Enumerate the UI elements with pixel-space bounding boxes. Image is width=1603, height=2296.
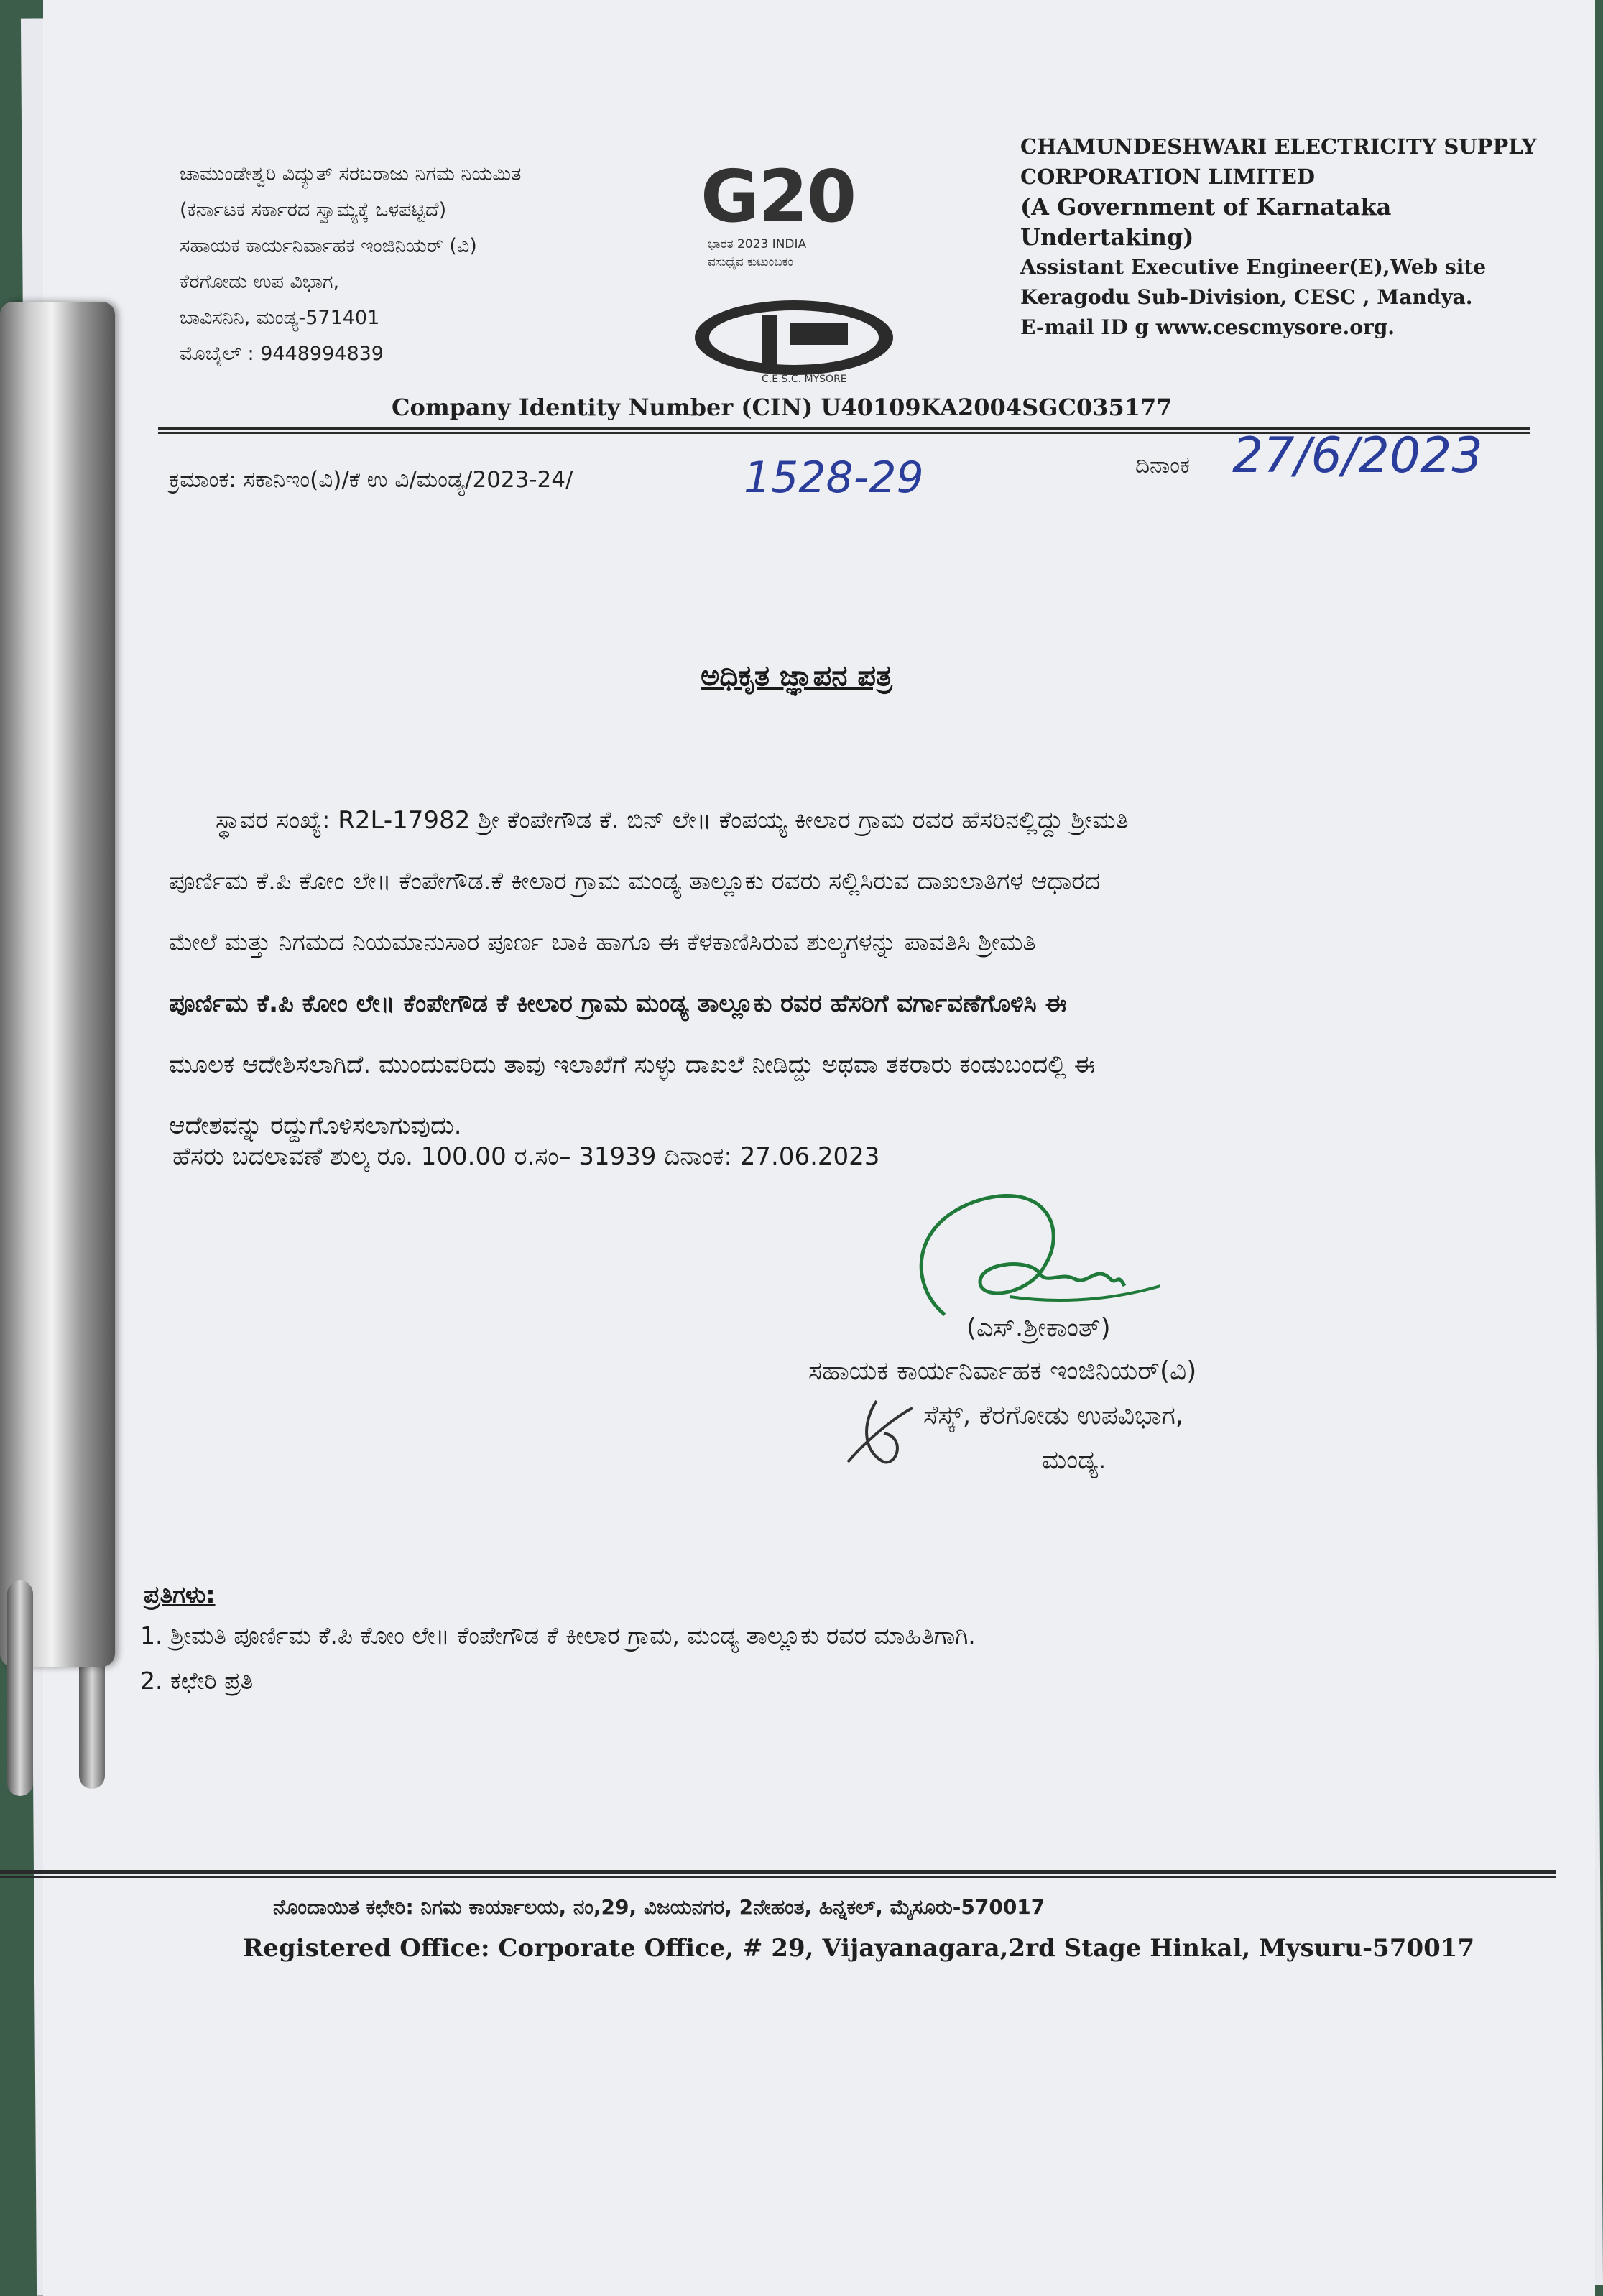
cesc-logo-text: C.E.S.C. MYSORE — [762, 374, 847, 385]
signatory-office: ಸೆಸ್ಕ್, ಕೆರಗೋಡು ಉಪವಿಭಾಗ, — [923, 1401, 1184, 1430]
header-kn-line: ಚಾಮುಂಡೇಶ್ವರಿ ವಿದ್ಯುತ್ ಸರಬರಾಜು ನಿಗಮ ನಿಯಮಿತ — [180, 163, 522, 185]
header-en-line: Keragodu Sub-Division, CESC , Mandya. — [1020, 285, 1473, 309]
binder-clip — [0, 302, 115, 1667]
header-kn-line: ಕೆರಗೋಡು ಉಪ ವಿಭಾಗ, — [180, 271, 340, 293]
signatory-designation: ಸಹಾಯಕ ಕಾರ್ಯನಿರ್ವಾಹಕ ಇಂಜಿನಿಯರ್(ವಿ) — [808, 1356, 1197, 1386]
cesc-logo — [693, 295, 902, 388]
document-title: ಅಧಿಕೃತ ಜ್ಞಾಪನ ಪತ್ರ — [701, 659, 892, 693]
g20-logo — [701, 154, 916, 291]
g20-logo-text: G20 — [701, 154, 856, 239]
reference-label: ಕ್ರಮಾಂಕ: ಸಕಾನಿಇಂ(ವಿ)/ಕೆ ಉ ವಿ/ಮಂಡ್ಯ/2023-24/ — [169, 467, 573, 493]
copies-heading: ಪ್ರತಿಗಳು: — [144, 1580, 216, 1608]
copy-item: 2. ಕಛೇರಿ ಪ್ರತಿ — [140, 1667, 254, 1695]
fee-line: ಹೆಸರು ಬದಲಾವಣೆ ಶುಲ್ಕ ರೂ. 100.00 ರ.ಸಂ– 31939 ದಿನಾಂಕ: 27.06.2023 — [172, 1142, 880, 1171]
copy-item: 1. ಶ್ರೀಮತಿ ಪೂರ್ಣಿಮ ಕೆ.ಪಿ ಕೋಂ ಲೇ॥ ಕೆಂಪೇಗೌಡ ಕೆ ಕೀಲಾರ ಗ್ರಾಮ, ಮಂಡ್ಯ ತಾಲ್ಲೂಕು ರವರ ಮಾಹಿತಿಗಾಗಿ. — [140, 1621, 976, 1649]
header-kannada — [180, 157, 521, 372]
body-line: ಪೂರ್ಣಿಮ ಕೆ.ಪಿ ಕೋಂ ಲೇ॥ ಕೆಂಪೇಗೌಡ.ಕೆ ಕೀಲಾರ ಗ್ರಾಮ ಮಂಡ್ಯ ತಾಲ್ಲೂಕು ರವರು ಸಲ್ಲಿಸಿರುವ ದಾಖಲಾತಿಗಳ ಆಧಾರದ — [169, 867, 1101, 896]
header-en-line: CORPORATION LIMITED — [1020, 165, 1315, 189]
body-line: ಮೂಲಕ ಆದೇಶಿಸಲಾಗಿದೆ. ಮುಂದುವರಿದು ತಾವು ಇಲಾಖೆಗೆ ಸುಳ್ಳು ದಾಖಲೆ ನೀಡಿದ್ದು ಅಥವಾ ತಕರಾರು ಕಂಡುಬಂದಲ್ಲಿ ಈ — [169, 1050, 1096, 1079]
footer-rule — [0, 1870, 1556, 1874]
signatory-name: (ಎಸ್.ಶ್ರೀಕಾಂತ್) — [966, 1313, 1111, 1343]
body-line: ಮೇಲೆ ಮತ್ತು ನಿಗಮದ ನಿಯಮಾನುಸಾರ ಪೂರ್ಣ ಬಾಕಿ ಹಾಗೂ ಈ ಕೆಳಕಾಣಿಸಿರುವ ಶುಲ್ಕಗಳನ್ನು ಪಾವತಿಸಿ ಶ್ರೀಮತಿ — [169, 928, 1036, 957]
reference-number: 1528-29 — [744, 453, 924, 503]
body-line: ಆದೇಶವನ್ನು ರದ್ದುಗೊಳಿಸಲಾಗುವುದು. — [169, 1111, 462, 1140]
date-value: 27/6/2023 — [1232, 427, 1483, 484]
signature-icon — [902, 1178, 1160, 1336]
footer-english: Registered Office: Corporate Office, # 29, Vijayanagara,2rd Stage Hinkal, Mysuru-570017 — [243, 1934, 1475, 1963]
header-kn-line: (ಕರ್ನಾಟಕ ಸರ್ಕಾರದ ಸ್ವಾಮ್ಯಕ್ಕೆ ಒಳಪಟ್ಟಿದೆ) — [180, 199, 447, 221]
footer-kannada: ನೊಂದಾಯಿತ ಕಛೇರಿ: ನಿಗಮ ಕಾರ್ಯಾಲಯ, ನಂ,29, ವಿಜಯನಗರ, 2ನೇಹಂತ, ಹಿನ್ನಕಲ್, ಮೈಸೂರು-570017 — [273, 1895, 1045, 1919]
body-line: ಸ್ಥಾವರ ಸಂಖ್ಯೆ: R2L-17982 ಶ್ರೀ ಕೆಂಪೇಗೌಡ ಕೆ. ಬಿನ್ ಲೇ॥ ಕೆಂಪಯ್ಯ ಕೀಲಾರ ಗ್ರಾಮ ರವರ ಹೆಸರಿನಲ್ಲಿದ್ದು ಶ್ರೀಮತಿ — [216, 806, 1129, 835]
body-line: ಪೂರ್ಣಿಮ ಕೆ.ಪಿ ಕೋಂ ಲೇ॥ ಕೆಂಪೇಗೌಡ ಕೆ ಕೀಲಾರ ಗ್ರಾಮ ಮಂಡ್ಯ ತಾಲ್ಲೂಕು ರವರ ಹೆಸರಿಗೆ ವರ್ಗಾವಣೆಗೊಳಿಸಿ ಈ — [169, 989, 1067, 1018]
header-english — [1020, 131, 1537, 343]
signatory-place: ಮಂಡ್ಯ. — [1042, 1445, 1107, 1475]
header-en-line: (A Government of Karnataka — [1020, 193, 1392, 221]
date-label: ದಿನಾಂಕ — [1135, 453, 1190, 478]
header-en-line: CHAMUNDESHWARI ELECTRICITY SUPPLY — [1020, 134, 1537, 159]
header-en-line: Undertaking) — [1020, 223, 1194, 251]
header-en-line: E-mail ID g www.cescmysore.org. — [1020, 315, 1395, 339]
footer-rule-thin — [0, 1876, 1556, 1878]
header-kn-line: ಸಹಾಯಕ ಕಾರ್ಯನಿರ್ವಾಹಕ ಇಂಜಿನಿಯರ್ (ವಿ) — [180, 235, 477, 257]
g20-logo-sub: ವಸುಧೈವ ಕುಟುಂಬಕಂ — [708, 255, 793, 269]
header-kn-line: ಬಾವಿಸನಿನಿ, ಮಂಡ್ಯ-571401 — [180, 307, 380, 329]
g20-logo-sub: ಭಾರತ 2023 INDIA — [708, 237, 807, 251]
binder-rod-lower — [7, 1580, 33, 1796]
body-paragraph — [169, 790, 1520, 1157]
initials-icon — [833, 1394, 927, 1473]
header-kn-line: ಮೊಬೈಲ್ : 9448994839 — [180, 343, 384, 365]
cin-number: Company Identity Number (CIN) U40109KA2004SGC035177 — [392, 394, 1173, 421]
header-en-line: Assistant Executive Engineer(E),Web site — [1020, 255, 1487, 279]
